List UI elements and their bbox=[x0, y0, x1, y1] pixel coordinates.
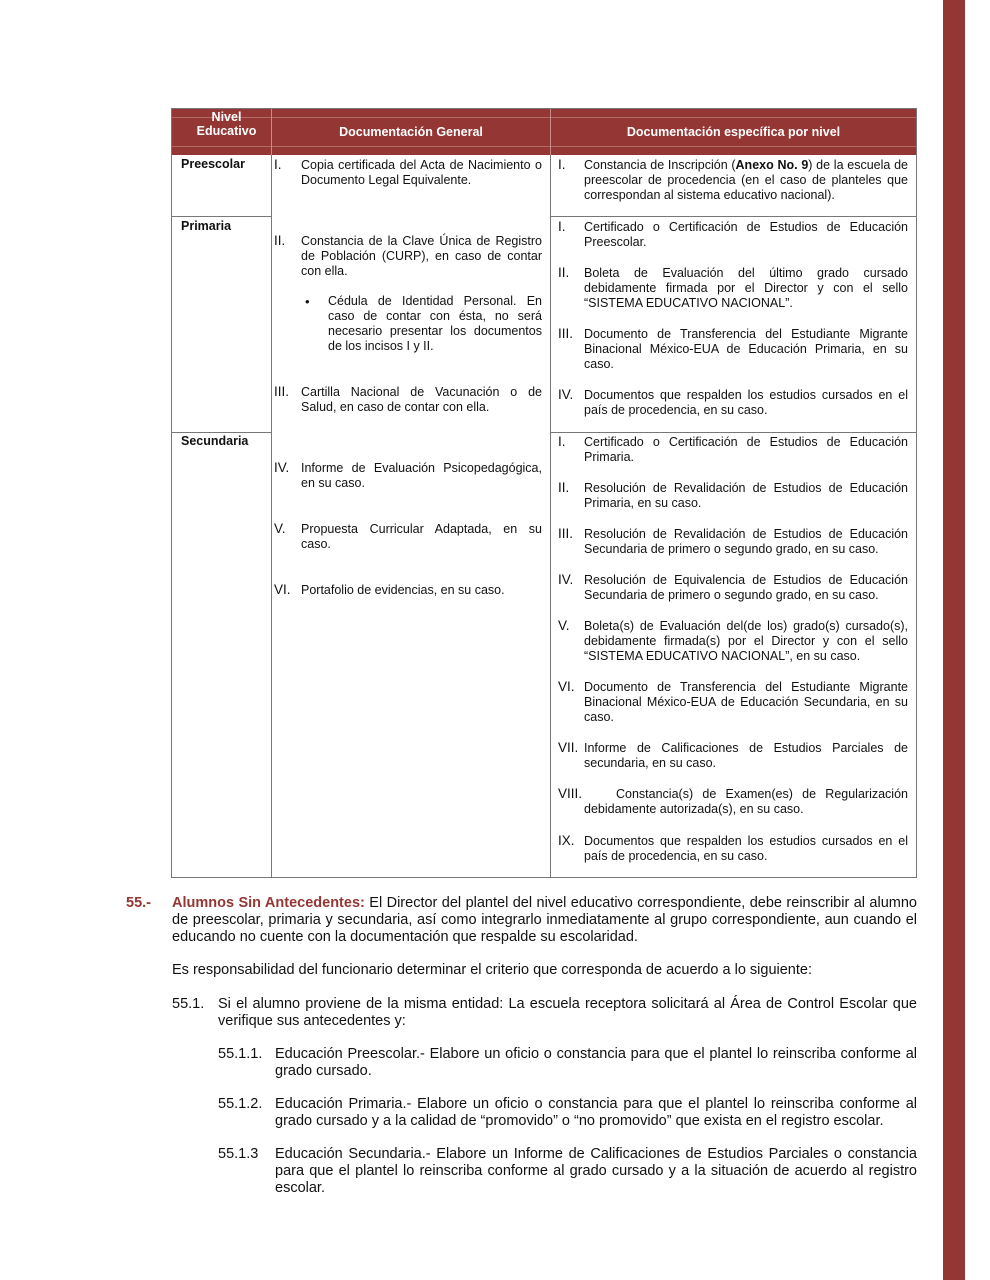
list-item: Copia certificada del Acta de Nacimiento o Documento Legal Equivalente. bbox=[301, 158, 542, 187]
list-item: Certificado o Certificación de Estudios de Educación Preescolar. bbox=[584, 220, 908, 249]
header-nivel-educativo: Nivel Educativo bbox=[196, 110, 257, 138]
list-item-number: IV. bbox=[558, 572, 574, 587]
documentation-table bbox=[171, 108, 917, 878]
list-item: Propuesta Curricular Adaptada, en su caso. bbox=[301, 522, 542, 551]
level-preescolar: Preescolar bbox=[181, 157, 245, 171]
subsection-55-1: Si el alumno proviene de la misma entidad: La escuela receptora solicitará al Área de Control Escolar que verifique sus antecedentes y: bbox=[218, 996, 917, 1029]
level-primaria: Primaria bbox=[181, 219, 232, 233]
subsection-number: 55.1.3 bbox=[218, 1146, 259, 1162]
section-55-paragraph: Alumnos Sin Antecedentes: El Director del plantel del nivel educativo correspondiente, debe reinscribir al alumno de preescolar, primaria y secundaria, así como integrarlo inmediatamente al grupo correspondiente, aun cuando el educando no cuente con la documentación que respalde su escolaridad. bbox=[172, 895, 917, 945]
bullet-icon: • bbox=[305, 294, 310, 309]
page-side-bar bbox=[943, 0, 965, 1280]
level-secundaria: Secundaria bbox=[181, 434, 249, 448]
list-item-number: IX. bbox=[558, 833, 575, 848]
list-item-number: III. bbox=[558, 526, 574, 541]
list-item-number: III. bbox=[558, 326, 574, 341]
subsection-number: 55.1. bbox=[172, 996, 205, 1012]
section-55-criteria-paragraph: Es responsabilidad del funcionario determinar el criterio que corresponda de acuerdo a lo siguiente: bbox=[172, 962, 812, 978]
list-item: Portafolio de evidencias, en su caso. bbox=[301, 583, 505, 597]
list-item-number: V. bbox=[274, 521, 286, 536]
list-item-number: VIII. bbox=[558, 786, 583, 801]
list-item: Documento de Transferencia del Estudiante Migrante Binacional México-EUA de Educación Primaria, en su caso. bbox=[584, 327, 908, 371]
list-item: Informe de Evaluación Psicopedagógica, en su caso. bbox=[301, 461, 542, 490]
list-item: Resolución de Revalidación de Estudios de Educación Secundaria de primero o segundo grado, en su caso. bbox=[584, 527, 908, 556]
list-item: Documento de Transferencia del Estudiante Migrante Binacional México-EUA de Educación Secundaria, en su caso. bbox=[584, 680, 908, 724]
list-item-number: I. bbox=[274, 157, 282, 172]
list-item: Boleta(s) de Evaluación del(de los) grado(s) cursado(s), debidamente firmada(s) por el Director y con el sello “SISTEMA EDUCATIVO NACIONAL”, en su caso. bbox=[584, 619, 908, 663]
list-item: Documentos que respalden los estudios cursados en el país de procedencia, en su caso. bbox=[584, 388, 908, 417]
list-item: Resolución de Equivalencia de Estudios de Educación Secundaria de primero o segundo grado, en su caso. bbox=[584, 573, 908, 602]
table-header bbox=[172, 109, 916, 155]
list-item-number: II. bbox=[558, 265, 570, 280]
list-item: Documentos que respalden los estudios cursados en el país de procedencia, en su caso. bbox=[584, 834, 908, 863]
list-item: Boleta de Evaluación del último grado cursado debidamente firmada por el Director y con el sello “SISTEMA EDUCATIVO NACIONAL”. bbox=[584, 266, 908, 310]
header-documentacion-especifica: Documentación específica por nivel bbox=[550, 109, 916, 155]
list-item: Certificado o Certificación de Estudios de Educación Primaria. bbox=[584, 435, 908, 464]
list-item: Constancia de la Clave Única de Registro de Población (CURP), en caso de contar con ella. bbox=[301, 234, 542, 278]
header-documentacion-general: Documentación General bbox=[271, 109, 550, 155]
list-item: Constancia(s) de Examen(es) de Regularización debidamente autorizada(s), en su caso. bbox=[584, 787, 908, 816]
list-item-number: V. bbox=[558, 618, 570, 633]
list-item-number: II. bbox=[274, 233, 286, 248]
list-item: Cédula de Identidad Personal. En caso de contar con ésta, no será necesario presentar los documentos de los incisos I y II. bbox=[328, 294, 542, 353]
list-item-number: IV. bbox=[558, 387, 574, 402]
list-item: Cartilla Nacional de Vacunación o de Salud, en caso de contar con ella. bbox=[301, 385, 542, 414]
subsection-number: 55.1.2. bbox=[218, 1096, 263, 1112]
list-item-number: III. bbox=[274, 384, 290, 399]
list-item-number: I. bbox=[558, 434, 566, 449]
list-item-number: IV. bbox=[274, 460, 290, 475]
list-item-number: VII. bbox=[558, 740, 579, 755]
list-item: Informe de Calificaciones de Estudios Parciales de secundaria, en su caso. bbox=[584, 741, 908, 770]
list-item-number: I. bbox=[558, 219, 566, 234]
list-item: Constancia de Inscripción (Anexo No. 9) de la escuela de preescolar de procedencia (en el caso de planteles que correspondan al sistema educativo nacional). bbox=[584, 158, 908, 202]
subsection-55-1-3: Educación Secundaria.- Elabore un Informe de Calificaciones de Estudios Parciales o constancia para que el plantel lo reinscriba conforme al grado cursado y a la situación de acuerdo al registro escolar. bbox=[275, 1146, 917, 1196]
list-item-number: II. bbox=[558, 480, 570, 495]
list-item-number: I. bbox=[558, 157, 566, 172]
list-item-number: VI. bbox=[274, 582, 291, 597]
subsection-55-1-2: Educación Primaria.- Elabore un oficio o constancia para que el plantel lo reinscriba conforme al grado cursado y a la calidad de “promovido” o “no promovido” que exista en el registro escolar. bbox=[275, 1096, 917, 1129]
subsection-55-1-1: Educación Preescolar.- Elabore un oficio o constancia para que el plantel lo reinscriba conforme al grado cursado. bbox=[275, 1046, 917, 1079]
subsection-number: 55.1.1. bbox=[218, 1046, 263, 1062]
section-number: 55.- bbox=[126, 895, 151, 911]
list-item-number: VI. bbox=[558, 679, 575, 694]
list-item: Resolución de Revalidación de Estudios de Educación Primaria, en su caso. bbox=[584, 481, 908, 510]
